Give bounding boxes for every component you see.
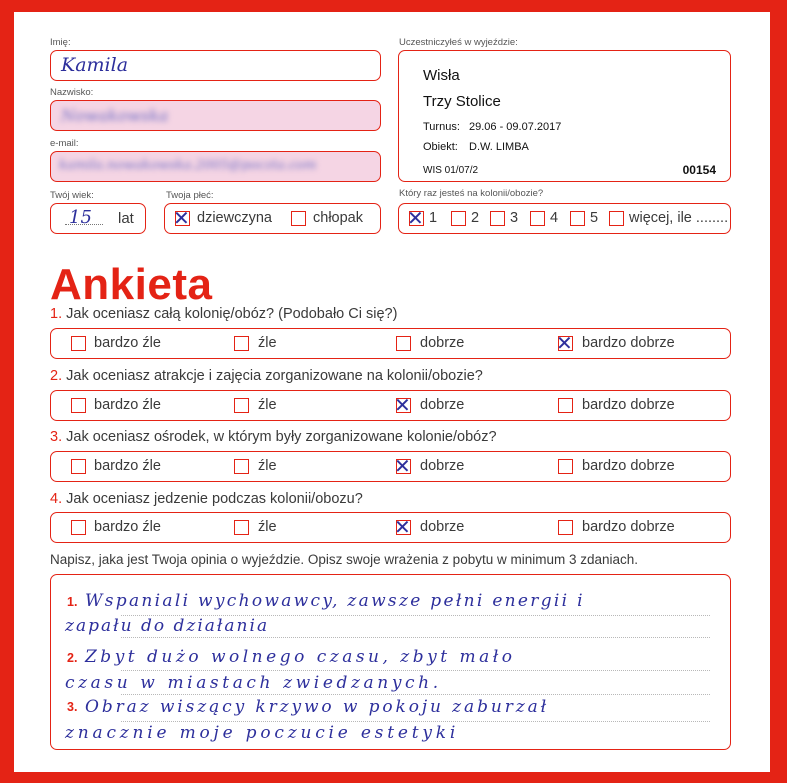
q1-checkbox-dobrze[interactable] <box>396 336 411 351</box>
plec-checkbox-chlopak[interactable] <box>291 211 306 226</box>
q4-option-bardzo-zle: bardzo źle <box>94 519 161 535</box>
which-time-field <box>398 203 731 234</box>
opinion-line-3: Zbyt dużo wolnego czasu, zbyt mało <box>85 647 516 667</box>
ruled-line <box>121 637 710 638</box>
q3-checkbox-bardzo-zle[interactable] <box>71 459 86 474</box>
imie-field[interactable] <box>50 50 381 81</box>
check-mark-icon: ✕ <box>394 454 411 478</box>
opinion-line-6: znacznie moje poczucie estetyki <box>65 723 460 743</box>
survey-title: Ankieta <box>50 260 213 309</box>
email-value: kamila.nowakowska.2005@poczta.com <box>59 158 317 173</box>
question-3-options <box>50 451 731 482</box>
ruled-line <box>121 694 710 695</box>
opinion-line-2: zapału do działania <box>65 616 270 636</box>
which-time-checkbox-1[interactable] <box>407 206 424 230</box>
q4-checkbox-zle[interactable] <box>234 520 249 535</box>
which-time-option-5: 5 <box>590 210 599 226</box>
q3-checkbox-dobrze[interactable] <box>394 454 411 478</box>
question-number: 1. <box>50 306 63 322</box>
obiekt-value: D.W. LIMBA <box>469 141 529 153</box>
opinion-number-3: 3. <box>67 700 78 714</box>
trip-name: Trzy Stolice <box>423 93 501 110</box>
q3-option-zle: źle <box>258 458 277 474</box>
which-time-option-1: 1 <box>429 210 438 226</box>
q2-option-zle: źle <box>258 397 277 413</box>
wiek-value: 15 <box>69 207 92 228</box>
check-mark-icon: ✕ <box>394 515 411 539</box>
trip-label: Uczestniczyłeś w wyjeździe: <box>399 37 518 48</box>
opinion-prompt: Napisz, jaka jest Twoja opinia o wyjeździe. Opisz swoje wrażenia z pobytu w minimum 3 zdaniach. <box>50 552 639 567</box>
opinion-line-4: czasu w miastach zwiedzanych. <box>65 673 442 693</box>
which-time-checkbox-5[interactable] <box>570 211 585 226</box>
q3-option-bardzo-dobrze: bardzo dobrze <box>582 458 675 474</box>
plec-option-chlopak: chłopak <box>313 210 363 226</box>
ruled-line <box>121 670 710 671</box>
check-mark-icon: ✕ <box>173 206 190 230</box>
trip-info-box <box>398 50 731 182</box>
which-time-checkbox-2[interactable] <box>451 211 466 226</box>
question-1-text <box>50 306 397 322</box>
turnus-label: Turnus: <box>423 121 460 133</box>
q1-checkbox-bardzo-zle[interactable] <box>71 336 86 351</box>
q1-checkbox-zle[interactable] <box>234 336 249 351</box>
which-time-option-3: 3 <box>510 210 519 226</box>
nazwisko-field[interactable] <box>50 100 381 131</box>
plec-field <box>164 203 381 234</box>
q1-option-bardzo-zle: bardzo źle <box>94 335 161 351</box>
which-time-checkbox-4[interactable] <box>530 211 545 226</box>
email-field[interactable] <box>50 151 381 182</box>
turnus-value: 29.06 - 09.07.2017 <box>469 121 562 133</box>
nazwisko-value: Nowakowska <box>61 106 169 125</box>
q3-checkbox-bardzo-dobrze[interactable] <box>558 459 573 474</box>
trip-place: Wisła <box>423 67 460 84</box>
q3-checkbox-zle[interactable] <box>234 459 249 474</box>
question-label: Jak oceniasz atrakcje i zajęcia zorganizowane na kolonii/obozie? <box>66 368 483 384</box>
q2-option-bardzo-zle: bardzo źle <box>94 397 161 413</box>
q4-option-zle: źle <box>258 519 277 535</box>
opinion-line-1: Wspaniali wychowawcy, zawsze pełni energii i <box>85 591 585 611</box>
question-1-options <box>50 328 731 359</box>
opinion-number-2: 2. <box>67 651 78 665</box>
email-label: e-mail: <box>50 138 79 149</box>
ruled-line <box>121 721 710 722</box>
q1-checkbox-bardzo-dobrze[interactable] <box>556 331 573 355</box>
opinion-line-5: Obraz wiszący krzywo w pokoju zaburzał <box>85 697 550 717</box>
question-number: 2. <box>50 368 63 384</box>
which-time-checkbox-more[interactable] <box>609 211 624 226</box>
question-2-text <box>50 368 483 384</box>
question-3-text <box>50 429 497 445</box>
question-4-text <box>50 491 363 507</box>
q1-option-bardzo-dobrze: bardzo dobrze <box>582 335 675 351</box>
opinion-number-1: 1. <box>67 595 78 609</box>
question-2-options <box>50 390 731 421</box>
wiek-field[interactable] <box>50 203 146 234</box>
wiek-underline <box>65 224 103 225</box>
trip-number: 00154 <box>682 163 716 177</box>
which-time-option-2: 2 <box>471 210 480 226</box>
q1-option-zle: źle <box>258 335 277 351</box>
survey-sheet <box>14 12 770 772</box>
wiek-label: Twój wiek: <box>50 190 94 201</box>
which-time-label: Który raz jesteś na kolonii/obozie? <box>399 188 544 199</box>
q1-option-dobrze: dobrze <box>420 335 465 351</box>
plec-option-dziewczyna: dziewczyna <box>197 210 272 226</box>
imie-label: Imię: <box>50 37 71 48</box>
opinion-box[interactable] <box>50 574 731 750</box>
trip-code: WIS 01/07/2 <box>423 165 479 176</box>
q2-option-bardzo-dobrze: bardzo dobrze <box>582 397 675 413</box>
wiek-unit: lat <box>118 210 134 227</box>
obiekt-label: Obiekt: <box>423 141 458 153</box>
q4-option-dobrze: dobrze <box>420 519 465 535</box>
which-time-option-more: więcej, ile ........ <box>629 210 729 226</box>
which-time-checkbox-3[interactable] <box>490 211 505 226</box>
q2-option-dobrze: dobrze <box>420 397 465 413</box>
which-time-option-4: 4 <box>550 210 559 226</box>
q2-checkbox-dobrze[interactable] <box>394 393 411 417</box>
check-mark-icon: ✕ <box>394 393 411 417</box>
imie-value: Kamila <box>61 54 129 76</box>
q4-checkbox-dobrze[interactable] <box>394 515 411 539</box>
check-mark-icon: ✕ <box>407 206 424 230</box>
q4-checkbox-bardzo-zle[interactable] <box>71 520 86 535</box>
q3-option-dobrze: dobrze <box>420 458 465 474</box>
q2-checkbox-zle[interactable] <box>234 398 249 413</box>
q2-checkbox-bardzo-dobrze[interactable] <box>558 398 573 413</box>
question-number: 4. <box>50 491 63 507</box>
q3-option-bardzo-zle: bardzo źle <box>94 458 161 474</box>
q4-option-bardzo-dobrze: bardzo dobrze <box>582 519 675 535</box>
question-number: 3. <box>50 429 63 445</box>
q4-checkbox-bardzo-dobrze[interactable] <box>558 520 573 535</box>
nazwisko-label: Nazwisko: <box>50 87 94 98</box>
question-4-options <box>50 512 731 543</box>
question-label: Jak oceniasz jedzenie podczas kolonii/obozu? <box>66 491 363 507</box>
question-label: Jak oceniasz całą kolonię/obóz? (Podobało Ci się?) <box>66 306 398 322</box>
q2-checkbox-bardzo-zle[interactable] <box>71 398 86 413</box>
plec-label: Twoja płeć: <box>166 190 214 201</box>
check-mark-icon: ✕ <box>556 331 573 355</box>
plec-checkbox-dziewczyna[interactable] <box>173 206 190 230</box>
question-label: Jak oceniasz ośrodek, w którym były zorganizowane kolonie/obóz? <box>66 429 497 445</box>
